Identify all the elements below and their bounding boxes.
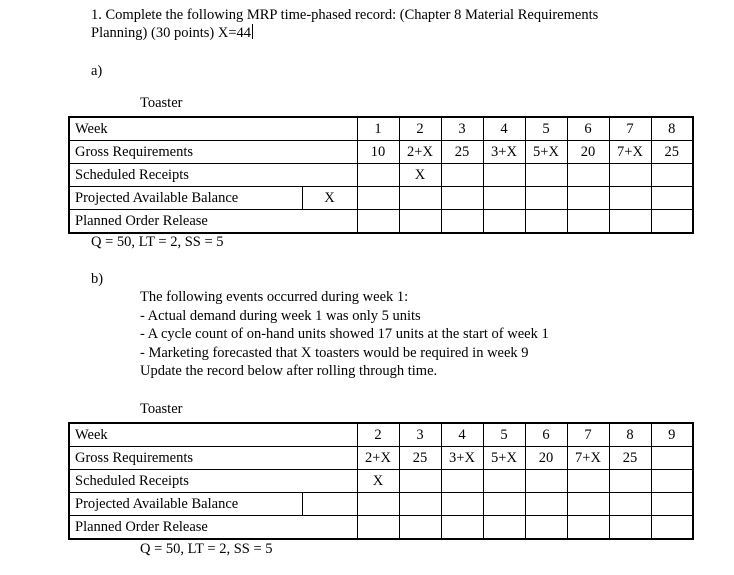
period-cell: 4 bbox=[441, 423, 483, 447]
initial-balance-cell bbox=[302, 493, 357, 516]
period-cell bbox=[651, 164, 693, 187]
mrp-row bbox=[69, 493, 693, 516]
period-cell: 2 bbox=[399, 117, 441, 141]
period-cell: 3 bbox=[441, 117, 483, 141]
period-cell bbox=[567, 493, 609, 516]
period-cell bbox=[609, 210, 651, 234]
period-cell: 5+X bbox=[483, 447, 525, 470]
question-line-2-text: Planning) (30 points) X=44 bbox=[91, 25, 252, 41]
row-label: Projected Available Balance bbox=[69, 187, 302, 210]
period-cell bbox=[441, 516, 483, 540]
period-cell: 25 bbox=[441, 141, 483, 164]
event-line: - A cycle count of on-hand units showed 17 units at the start of week 1 bbox=[140, 326, 549, 343]
mrp-row bbox=[69, 117, 693, 141]
part-b-item-name: Toaster bbox=[140, 401, 183, 417]
period-cell bbox=[567, 470, 609, 493]
period-cell bbox=[441, 164, 483, 187]
row-label: Planned Order Release bbox=[69, 210, 357, 234]
period-cell bbox=[483, 516, 525, 540]
period-cell bbox=[609, 164, 651, 187]
mrp-row bbox=[69, 470, 693, 493]
period-cell: X bbox=[357, 470, 399, 493]
part-a-parameters: Q = 50, LT = 2, SS = 5 bbox=[91, 234, 224, 250]
mrp-row bbox=[69, 423, 693, 447]
part-a-item-name: Toaster bbox=[140, 95, 183, 111]
period-cell: 5+X bbox=[525, 141, 567, 164]
event-line: - Actual demand during week 1 was only 5 units bbox=[140, 307, 421, 324]
period-cell bbox=[651, 470, 693, 493]
period-cell: 6 bbox=[567, 117, 609, 141]
period-cell: 20 bbox=[525, 447, 567, 470]
mrp-row bbox=[69, 447, 693, 470]
period-cell: 7+X bbox=[609, 141, 651, 164]
event-line: Update the record below after rolling through time. bbox=[140, 363, 438, 380]
period-cell bbox=[525, 187, 567, 210]
period-cell bbox=[483, 164, 525, 187]
period-cell bbox=[609, 516, 651, 540]
period-cell: 7 bbox=[567, 423, 609, 447]
row-label: Scheduled Receipts bbox=[69, 164, 357, 187]
row-label: Planned Order Release bbox=[69, 516, 357, 540]
period-cell: X bbox=[399, 164, 441, 187]
period-cell: 3+X bbox=[483, 141, 525, 164]
period-cell: 7+X bbox=[567, 447, 609, 470]
mrp-row bbox=[69, 210, 693, 234]
row-label: Week bbox=[69, 117, 357, 141]
period-cell bbox=[609, 187, 651, 210]
period-cell bbox=[651, 210, 693, 234]
period-cell bbox=[651, 493, 693, 516]
row-label: Gross Requirements bbox=[69, 447, 357, 470]
period-cell bbox=[399, 470, 441, 493]
period-cell: 4 bbox=[483, 117, 525, 141]
period-cell: 3+X bbox=[441, 447, 483, 470]
period-cell bbox=[525, 493, 567, 516]
period-cell bbox=[567, 164, 609, 187]
row-label: Projected Available Balance bbox=[69, 493, 302, 516]
period-cell: 25 bbox=[651, 141, 693, 164]
part-b-parameters: Q = 50, LT = 2, SS = 5 bbox=[140, 541, 273, 557]
mrp-record-table-b bbox=[68, 422, 694, 540]
period-cell bbox=[441, 187, 483, 210]
period-cell bbox=[441, 470, 483, 493]
event-line: - Marketing forecasted that X toasters would be required in week 9 bbox=[140, 344, 529, 361]
period-cell bbox=[525, 470, 567, 493]
period-cell bbox=[441, 493, 483, 516]
period-cell bbox=[441, 210, 483, 234]
period-cell bbox=[651, 516, 693, 540]
period-cell bbox=[357, 210, 399, 234]
period-cell bbox=[651, 447, 693, 470]
period-cell bbox=[399, 187, 441, 210]
part-b-label: b) bbox=[91, 271, 104, 287]
period-cell: 2+X bbox=[399, 141, 441, 164]
mrp-record-table-a bbox=[68, 116, 694, 234]
period-cell bbox=[609, 493, 651, 516]
question-line-2 bbox=[91, 24, 253, 42]
period-cell: 6 bbox=[525, 423, 567, 447]
text-cursor bbox=[252, 24, 253, 39]
period-cell: 5 bbox=[525, 117, 567, 141]
period-cell bbox=[567, 210, 609, 234]
row-label: Gross Requirements bbox=[69, 141, 357, 164]
period-cell bbox=[651, 187, 693, 210]
row-label: Week bbox=[69, 423, 357, 447]
period-cell bbox=[525, 210, 567, 234]
mrp-row bbox=[69, 141, 693, 164]
mrp-row bbox=[69, 164, 693, 187]
question-line-1: 1. Complete the following MRP time-phased record: (Chapter 8 Material Requirements bbox=[91, 7, 599, 23]
period-cell: 9 bbox=[651, 423, 693, 447]
period-cell: 10 bbox=[357, 141, 399, 164]
period-cell bbox=[483, 493, 525, 516]
period-cell bbox=[357, 516, 399, 540]
period-cell: 20 bbox=[567, 141, 609, 164]
period-cell bbox=[357, 164, 399, 187]
period-cell: 25 bbox=[609, 447, 651, 470]
period-cell: 2 bbox=[357, 423, 399, 447]
period-cell: 8 bbox=[609, 423, 651, 447]
period-cell: 5 bbox=[483, 423, 525, 447]
period-cell bbox=[525, 516, 567, 540]
period-cell bbox=[609, 470, 651, 493]
period-cell: 1 bbox=[357, 117, 399, 141]
part-a-label: a) bbox=[91, 63, 103, 79]
period-cell bbox=[357, 187, 399, 210]
period-cell bbox=[483, 187, 525, 210]
mrp-row bbox=[69, 187, 693, 210]
period-cell bbox=[399, 516, 441, 540]
part-b-events bbox=[140, 288, 549, 381]
period-cell bbox=[567, 516, 609, 540]
period-cell bbox=[483, 470, 525, 493]
period-cell bbox=[357, 493, 399, 516]
period-cell bbox=[399, 210, 441, 234]
period-cell: 2+X bbox=[357, 447, 399, 470]
period-cell: 8 bbox=[651, 117, 693, 141]
period-cell: 7 bbox=[609, 117, 651, 141]
period-cell bbox=[483, 210, 525, 234]
period-cell bbox=[399, 493, 441, 516]
period-cell: 3 bbox=[399, 423, 441, 447]
period-cell bbox=[525, 164, 567, 187]
event-line: The following events occurred during week 1: bbox=[140, 289, 409, 305]
initial-balance-cell: X bbox=[302, 187, 357, 210]
period-cell bbox=[567, 187, 609, 210]
period-cell: 25 bbox=[399, 447, 441, 470]
row-label: Scheduled Receipts bbox=[69, 470, 357, 493]
mrp-row bbox=[69, 516, 693, 540]
